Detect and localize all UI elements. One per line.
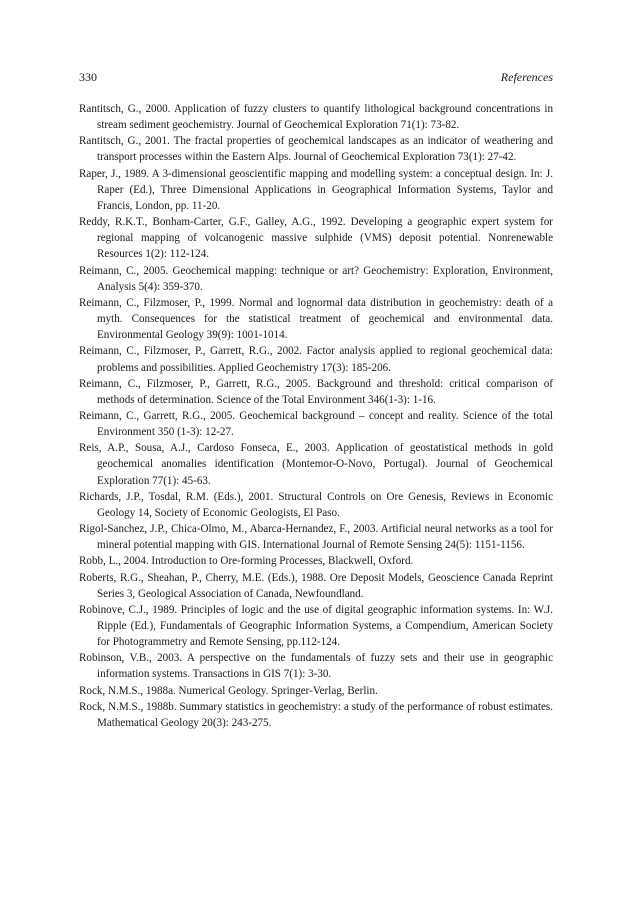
reference-entry: Reimann, C., Filzmoser, P., Garrett, R.G., 2005. Background and threshold: critical comparison of methods of determination. Science of the Total Environment 346(1-3): 1-16. bbox=[79, 377, 553, 406]
reference-list bbox=[79, 101, 553, 731]
reference-entry: Rock, N.M.S., 1988b. Summary statistics in geochemistry: a study of the performance of robust estimates. Mathematical Geology 20(3): 243-275. bbox=[79, 700, 553, 729]
reference-entry: Reddy, R.K.T., Bonham-Carter, G.F., Galley, A.G., 1992. Developing a geographic expert system for regional mapping of volcanogenic massive sulphide (VMS) deposit potential. Nonrenewable Resources 1(2): 112-124. bbox=[79, 216, 553, 261]
reference-entry: Reimann, C., Filzmoser, P., Garrett, R.G., 2002. Factor analysis applied to regional geochemical data: problems and possibilities. Applied Geochemistry 17(3): 185-206. bbox=[79, 345, 553, 374]
reference-entry: Robinove, C.J., 1989. Principles of logic and the use of digital geographic information systems. In: W.J. Ripple (Ed.), Fundamentals of Geographic Information Systems, a Compendium, American Society for Photogrammetry and Remote Sensing, pp.112-124. bbox=[79, 603, 553, 649]
reference-entry: Rantitsch, G., 2001. The fractal properties of geochemical landscapes as an indicator of weathering and transport processes within the Eastern Alps. Journal of Geochemical Exploration 73(1): 27-42. bbox=[79, 135, 553, 164]
reference-entry: Roberts, R.G., Sheahan, P., Cherry, M.E. (Eds.), 1988. Ore Deposit Models, Geoscience Canada Reprint Series 3, Geological Association of Canada, Newfoundland. bbox=[79, 571, 553, 600]
reference-entry: Rock, N.M.S., 1988a. Numerical Geology. Springer-Verlag, Berlin. bbox=[79, 684, 378, 697]
page bbox=[79, 70, 553, 731]
reference-entry: Reimann, C., Filzmoser, P., 1999. Normal and lognormal data distribution in geochemistry: death of a myth. Consequences for the statistical treatment of geochemical and environmental data. Environmental Geology 39(9): 1001-1014. bbox=[79, 296, 553, 342]
reference-entry: Raper, J., 1989. A 3-dimensional geoscientific mapping and modelling system: a conceptual design. In: J. Raper (Ed.), Three Dimensional Applications in Geographical Information Systems, Taylor and Francis, London, pp. 11-20. bbox=[79, 167, 553, 212]
running-head bbox=[79, 70, 553, 84]
reference-entry: Robinson, V.B., 2003. A perspective on the fundamentals of fuzzy sets and their use in geographic information systems. Transactions in GIS 7(1): 3-30. bbox=[79, 652, 553, 681]
reference-entry: Richards, J.P., Tosdal, R.M. (Eds.), 2001. Structural Controls on Ore Genesis, Reviews in Economic Geology 14, Society of Economic Geologists, El Paso. bbox=[79, 490, 553, 519]
section-title: References bbox=[500, 70, 553, 84]
reference-entry: Robb, L., 2004. Introduction to Ore-forming Processes, Blackwell, Oxford. bbox=[79, 555, 414, 568]
reference-entry: Rantitsch, G., 2000. Application of fuzzy clusters to quantify lithological background concentrations in stream sediment geochemistry. Journal of Geochemical Exploration 71(1): 73-82. bbox=[79, 103, 553, 132]
page-number: 330 bbox=[79, 70, 97, 84]
reference-entry: Rigol-Sanchez, J.P., Chica-Olmo, M., Abarca-Hernandez, F., 2003. Artificial neural networks as a tool for mineral potential mapping with GIS. International Journal of Remote Sensing 24(5): 1151-1156. bbox=[79, 523, 553, 552]
reference-entry: Reimann, C., 2005. Geochemical mapping: technique or art? Geochemistry: Exploration, Environment, Analysis 5(4): 359-370. bbox=[79, 264, 553, 293]
reference-entry: Reimann, C., Garrett, R.G., 2005. Geochemical background – concept and reality. Science of the total Environment 350 (1-3): 12-27. bbox=[79, 409, 553, 439]
reference-entry: Reis, A.P., Sousa, A.J., Cardoso Fonseca, E., 2003. Application of geostatistical methods in gold geochemical anomalies identification (Montemor-O-Novo, Portugal). Journal of Geochemical Exploration 77(1): 45-63. bbox=[79, 442, 553, 487]
